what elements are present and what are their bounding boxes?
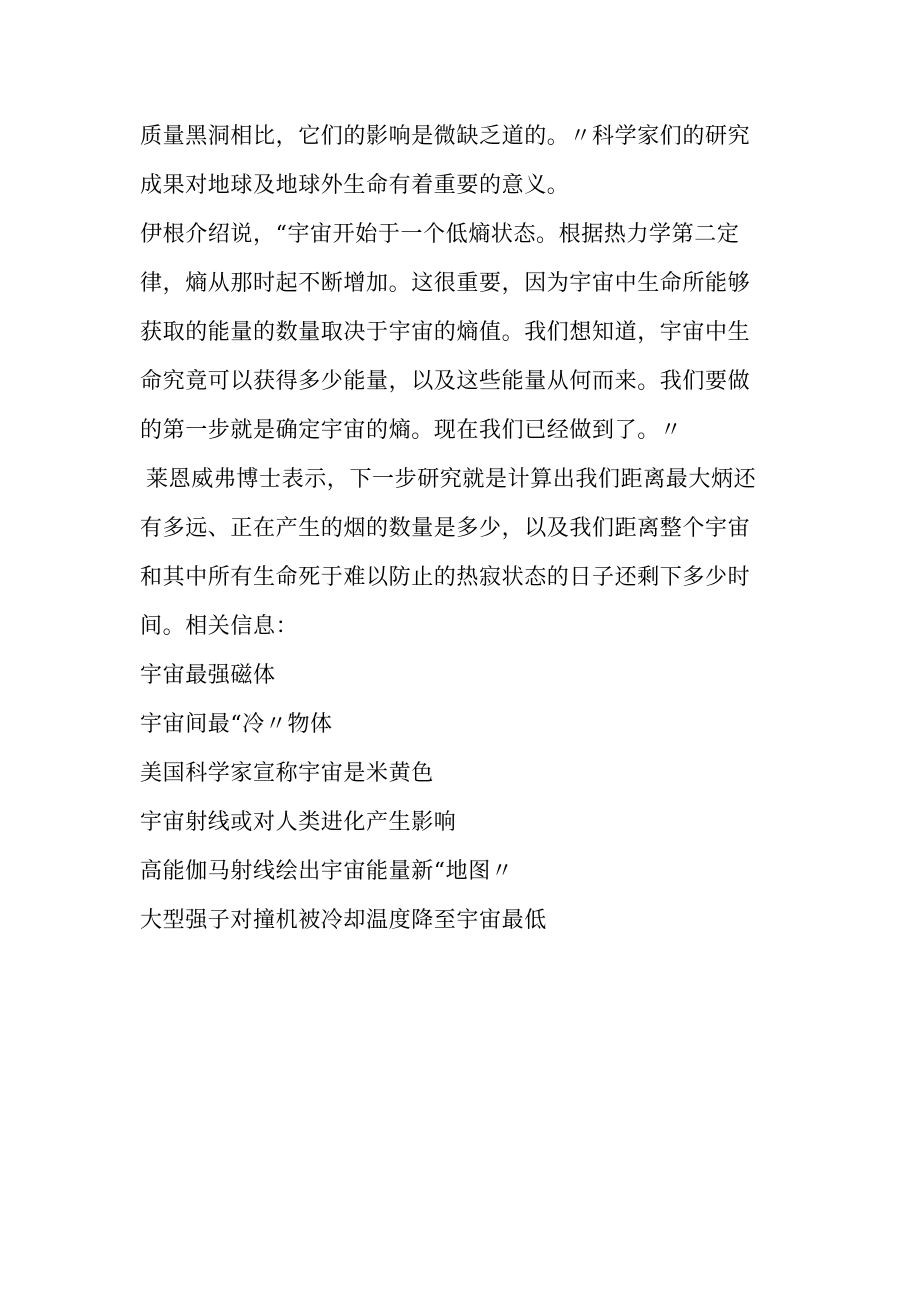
document-body (140, 112, 780, 945)
related-item: 高能伽马射线绘出宇宙能量新“地图〃 (140, 859, 514, 884)
text-line: 质量黑洞相比，它们的影响是微缺乏道的。〃科学家们的研究 (140, 124, 751, 149)
paragraph-1 (140, 112, 780, 210)
text-line: 命究竟可以获得多少能量，以及这些能量从何而来。我们要做 (140, 369, 751, 394)
related-item: 宇宙射线或对人类进化产生影响 (140, 810, 457, 835)
text-line: 和其中所有生命死于难以防止的热寂状态的日子还剩下多少时 (140, 565, 751, 590)
text-line: 间。相关信息： (140, 614, 299, 639)
paragraph-3 (140, 455, 780, 651)
related-item: 宇宙间最“冷〃物体 (140, 712, 333, 737)
text-line: 获取的能量的数量取决于宇宙的熵值。我们想知道，宇宙中生 (140, 320, 751, 345)
text-line: 伊根介绍说，“宇宙开始于一个低熵状态。根据热力学第二定 (140, 222, 740, 247)
text-line: 律，熵从那时起不断增加。这很重要，因为宇宙中生命所能够 (140, 271, 751, 296)
text-line: 成果对地球及地球外生命有着重要的意义。 (140, 173, 570, 198)
related-info-list (140, 651, 780, 945)
text-line: 的第一步就是确定宇宙的熵。现在我们已经做到了。〃 (140, 418, 683, 443)
paragraph-2 (140, 210, 780, 455)
text-line: 莱恩威弗博士表示，下一步研究就是计算出我们距离最大炳还 (146, 467, 757, 492)
text-line: 有多远、正在产生的烟的数量是多少，以及我们距离整个宇宙 (140, 516, 751, 541)
related-item: 宇宙最强磁体 (140, 663, 276, 688)
related-item: 大型强子对撞机被冷却温度降至宇宙最低 (140, 908, 547, 933)
related-item: 美国科学家宣称宇宙是米黄色 (140, 761, 434, 786)
